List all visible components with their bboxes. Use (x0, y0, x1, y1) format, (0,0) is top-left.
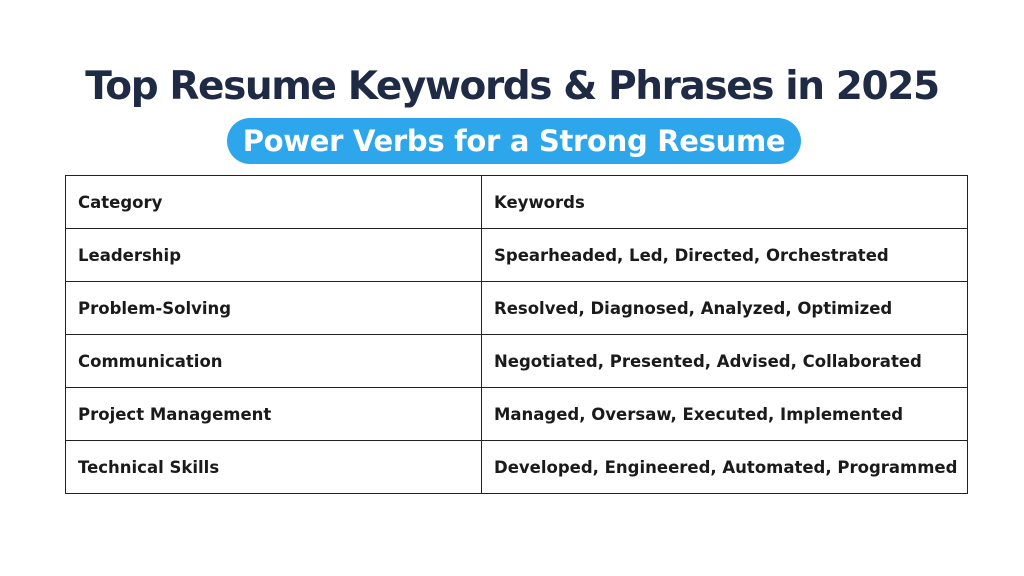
column-header-category: Category (66, 176, 482, 229)
category-cell: Problem-Solving (66, 282, 482, 335)
table-row (66, 229, 968, 282)
keywords-cell: Developed, Engineered, Automated, Programmed (482, 441, 968, 494)
table-row (66, 282, 968, 335)
category-cell: Technical Skills (66, 441, 482, 494)
page-title: Top Resume Keywords & Phrases in 2025 (85, 64, 939, 109)
keywords-cell: Managed, Oversaw, Executed, Implemented (482, 388, 968, 441)
table-row (66, 388, 968, 441)
subtitle-badge (227, 118, 801, 164)
keywords-table (65, 175, 968, 494)
subtitle-text: Power Verbs for a Strong Resume (242, 124, 786, 158)
table-row (66, 441, 968, 494)
category-cell: Communication (66, 335, 482, 388)
category-cell: Leadership (66, 229, 482, 282)
table-row (66, 335, 968, 388)
table-header-row (66, 176, 968, 229)
column-header-keywords: Keywords (482, 176, 968, 229)
keywords-cell: Spearheaded, Led, Directed, Orchestrated (482, 229, 968, 282)
category-cell: Project Management (66, 388, 482, 441)
keywords-cell: Resolved, Diagnosed, Analyzed, Optimized (482, 282, 968, 335)
keywords-cell: Negotiated, Presented, Advised, Collaborated (482, 335, 968, 388)
